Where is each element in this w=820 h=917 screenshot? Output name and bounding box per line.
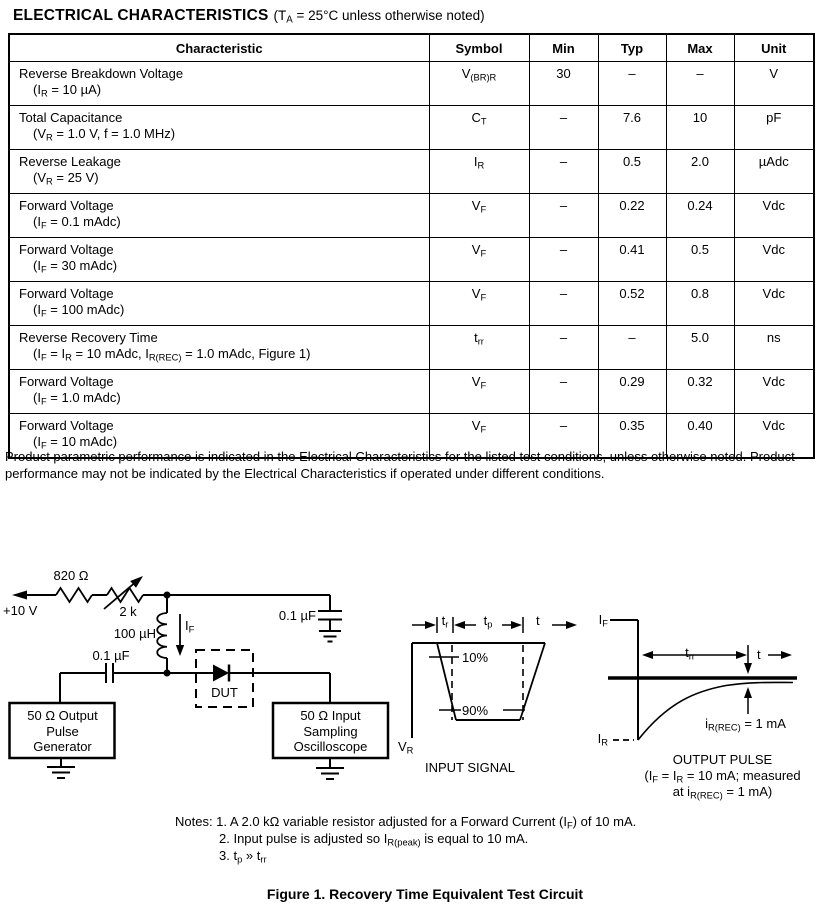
recovery-current-annotation: $i_{R(REC)} = 1$ mA [705, 716, 786, 733]
cell-min: – [529, 370, 598, 414]
dut-label: DUT [211, 685, 238, 700]
cell-max: 0.5 [666, 238, 734, 282]
output-pulse-caption-line3: at $i_{R(REC)} = 1$ mA) [672, 784, 773, 801]
input-signal-waveform [412, 617, 577, 738]
characteristic-condition: ($V_R = 1.0$ V, f = 1.0 MHz) [33, 126, 176, 143]
table-row [9, 62, 814, 106]
cell-symbol: $V_F$ [429, 194, 529, 238]
figure-note-1: Notes: 1. A 2.0 kΩ variable resistor adjusted for a Forward Current $(I_F)$ of 10 mA. [175, 814, 637, 831]
cell-typ: 0.41 [598, 238, 666, 282]
cell-symbol: $V_F$ [429, 238, 529, 282]
cell-min: – [529, 282, 598, 326]
section-title-row [13, 7, 485, 25]
characteristic-name: Reverse Recovery Time [19, 330, 158, 345]
cell-unit: V [734, 62, 814, 106]
reverse-voltage-label: $V_R$ [398, 739, 414, 756]
series-capacitor-label: 0.1 µF [92, 648, 130, 663]
table-row [9, 194, 814, 238]
cell-typ: 0.35 [598, 414, 666, 459]
ninety-percent-label: 90% [462, 703, 489, 718]
characteristic-condition: ($I_F = 0.1$ mAdc) [33, 214, 121, 231]
table-row [9, 282, 814, 326]
cell-min: – [529, 194, 598, 238]
cell-max: 2.0 [666, 150, 734, 194]
cell-characteristic [9, 238, 429, 282]
col-header-typ: Typ [598, 34, 666, 62]
characteristic-name: Total Capacitance [19, 110, 123, 125]
input-signal-caption: INPUT SIGNAL [424, 760, 516, 775]
table-row [9, 370, 814, 414]
cell-characteristic [9, 194, 429, 238]
figure1-container [0, 552, 820, 817]
cell-max: 0.8 [666, 282, 734, 326]
characteristic-name: Forward Voltage [19, 242, 114, 257]
forward-current-arrow-label: $I_F$ [185, 618, 195, 635]
time-axis-label: t [536, 613, 540, 628]
cell-max: 0.32 [666, 370, 734, 414]
cell-min: – [529, 106, 598, 150]
col-header-unit: Unit [734, 34, 814, 62]
time-axis-label-2: t [757, 647, 761, 662]
cell-symbol: $t_{rr}$ [429, 326, 529, 370]
cell-characteristic [9, 370, 429, 414]
cell-min: 30 [529, 62, 598, 106]
oscilloscope-line: Oscilloscope [293, 739, 368, 754]
cell-typ: 0.5 [598, 150, 666, 194]
oscilloscope-line: Sampling [303, 723, 358, 739]
cell-unit: Vdc [734, 370, 814, 414]
cell-symbol: $C_T$ [429, 106, 529, 150]
characteristic-condition: ($I_F = 10$ mAdc) [33, 434, 118, 451]
characteristic-name: Reverse Leakage [19, 154, 121, 169]
cell-unit: ns [734, 326, 814, 370]
bypass-capacitor-label: 0.1 µF [278, 608, 316, 623]
supply-voltage-label: +10 V [3, 603, 38, 618]
page-title-note: ($T_A = 25^\circ C$ unless otherwise noted) [273, 8, 485, 26]
figure-caption: Figure 1. Recovery Time Equivalent Test Circuit [266, 886, 584, 902]
characteristic-condition: ($I_F = 30$ mAdc) [33, 258, 118, 275]
characteristic-name: Forward Voltage [19, 374, 114, 389]
resistor-820-label: 820 Ω [53, 568, 89, 583]
cell-typ: – [598, 326, 666, 370]
cell-characteristic [9, 150, 429, 194]
cell-max: 10 [666, 106, 734, 150]
inductor-label: 100 µH [113, 626, 156, 641]
characteristic-condition: ($I_F = 1.0$ mAdc) [33, 390, 121, 407]
cell-typ: 0.29 [598, 370, 666, 414]
cell-unit: Vdc [734, 238, 814, 282]
characteristic-condition: ($I_F = 100$ mAdc) [33, 302, 125, 319]
forward-current-label: $I_F$ [598, 612, 608, 629]
characteristic-name: Forward Voltage [19, 198, 114, 213]
cell-max: 0.24 [666, 194, 734, 238]
characteristic-name: Reverse Breakdown Voltage [19, 66, 184, 81]
cell-characteristic [9, 62, 429, 106]
oscilloscope-box-label [273, 704, 388, 755]
pulse-width-label: $t_p$ [483, 613, 493, 630]
cell-unit: µAdc [734, 150, 814, 194]
cell-min: – [529, 326, 598, 370]
pulse-generator-line: Generator [33, 739, 92, 754]
page-title: ELECTRICAL CHARACTERISTICS [13, 7, 269, 24]
col-header-min: Min [529, 34, 598, 62]
cell-min: – [529, 238, 598, 282]
cell-typ: 0.22 [598, 194, 666, 238]
output-pulse-caption-line2: ($I_F = I_R = 10$ mA; measured [644, 768, 801, 785]
cell-min: – [529, 150, 598, 194]
cell-symbol: $I_R$ [429, 150, 529, 194]
cell-characteristic [9, 282, 429, 326]
table-header-row [9, 34, 814, 62]
cell-characteristic [9, 326, 429, 370]
pulse-generator-line: 50 Ω Output [27, 708, 98, 723]
characteristics-table [8, 33, 815, 459]
table-row [9, 326, 814, 370]
characteristic-condition: ($I_F = I_R = 10$ mAdc, $I_{R(REC)} = 1.0$ mAdc, Figure 1) [33, 346, 311, 363]
pulse-generator-line: Pulse [46, 723, 79, 739]
characteristic-name: Forward Voltage [19, 418, 114, 433]
oscilloscope-line: 50 Ω Input [300, 708, 361, 723]
col-header-characteristic: Characteristic [9, 34, 429, 62]
cell-unit: pF [734, 106, 814, 150]
col-header-symbol: Symbol [429, 34, 529, 62]
table-row [9, 106, 814, 150]
figure-note-3: 3. $t_p$ » $t_{rr}$ [219, 848, 267, 865]
cell-max: 5.0 [666, 326, 734, 370]
figure-note-2: 2. Input pulse is adjusted so $I_{R(peak)}$ is equal to 10 mA. [219, 831, 529, 848]
ten-percent-label: 10% [462, 650, 489, 665]
rise-time-label: $t_r$ [441, 613, 449, 630]
cell-symbol: $V_F$ [429, 282, 529, 326]
cell-max: 0.40 [666, 414, 734, 459]
characteristic-condition: ($V_R = 25$ V) [33, 170, 99, 187]
reverse-current-label: $I_R$ [597, 731, 608, 748]
cell-unit: Vdc [734, 194, 814, 238]
cell-symbol: $V_F$ [429, 370, 529, 414]
col-header-max: Max [666, 34, 734, 62]
cell-typ: 0.52 [598, 282, 666, 326]
cell-unit: Vdc [734, 414, 814, 459]
variable-resistor-label: 2 k [119, 604, 137, 619]
pulse-generator-box-label [10, 704, 115, 755]
table-row [9, 238, 814, 282]
cell-unit: Vdc [734, 282, 814, 326]
cell-symbol: $V_F$ [429, 414, 529, 459]
cell-typ: – [598, 62, 666, 106]
cell-symbol: $V_{(BR)R}$ [429, 62, 529, 106]
cell-max: – [666, 62, 734, 106]
characteristic-name: Forward Voltage [19, 286, 114, 301]
cell-min: – [529, 414, 598, 459]
cell-typ: 7.6 [598, 106, 666, 150]
table-row [9, 150, 814, 194]
table-footnote: Product parametric performance is indicated in the Electrical Characteristics for the listed test conditions, unless otherwise noted. Product performance may not be indicated by the Electrical Characteristics if operated under different conditions. [5, 449, 795, 481]
recovery-time-label: $t_{rr}$ [685, 645, 695, 662]
output-pulse-caption: OUTPUT PULSE [672, 752, 773, 767]
characteristic-condition: ($I_R = 10$ µA) [33, 82, 102, 99]
cell-characteristic [9, 106, 429, 150]
